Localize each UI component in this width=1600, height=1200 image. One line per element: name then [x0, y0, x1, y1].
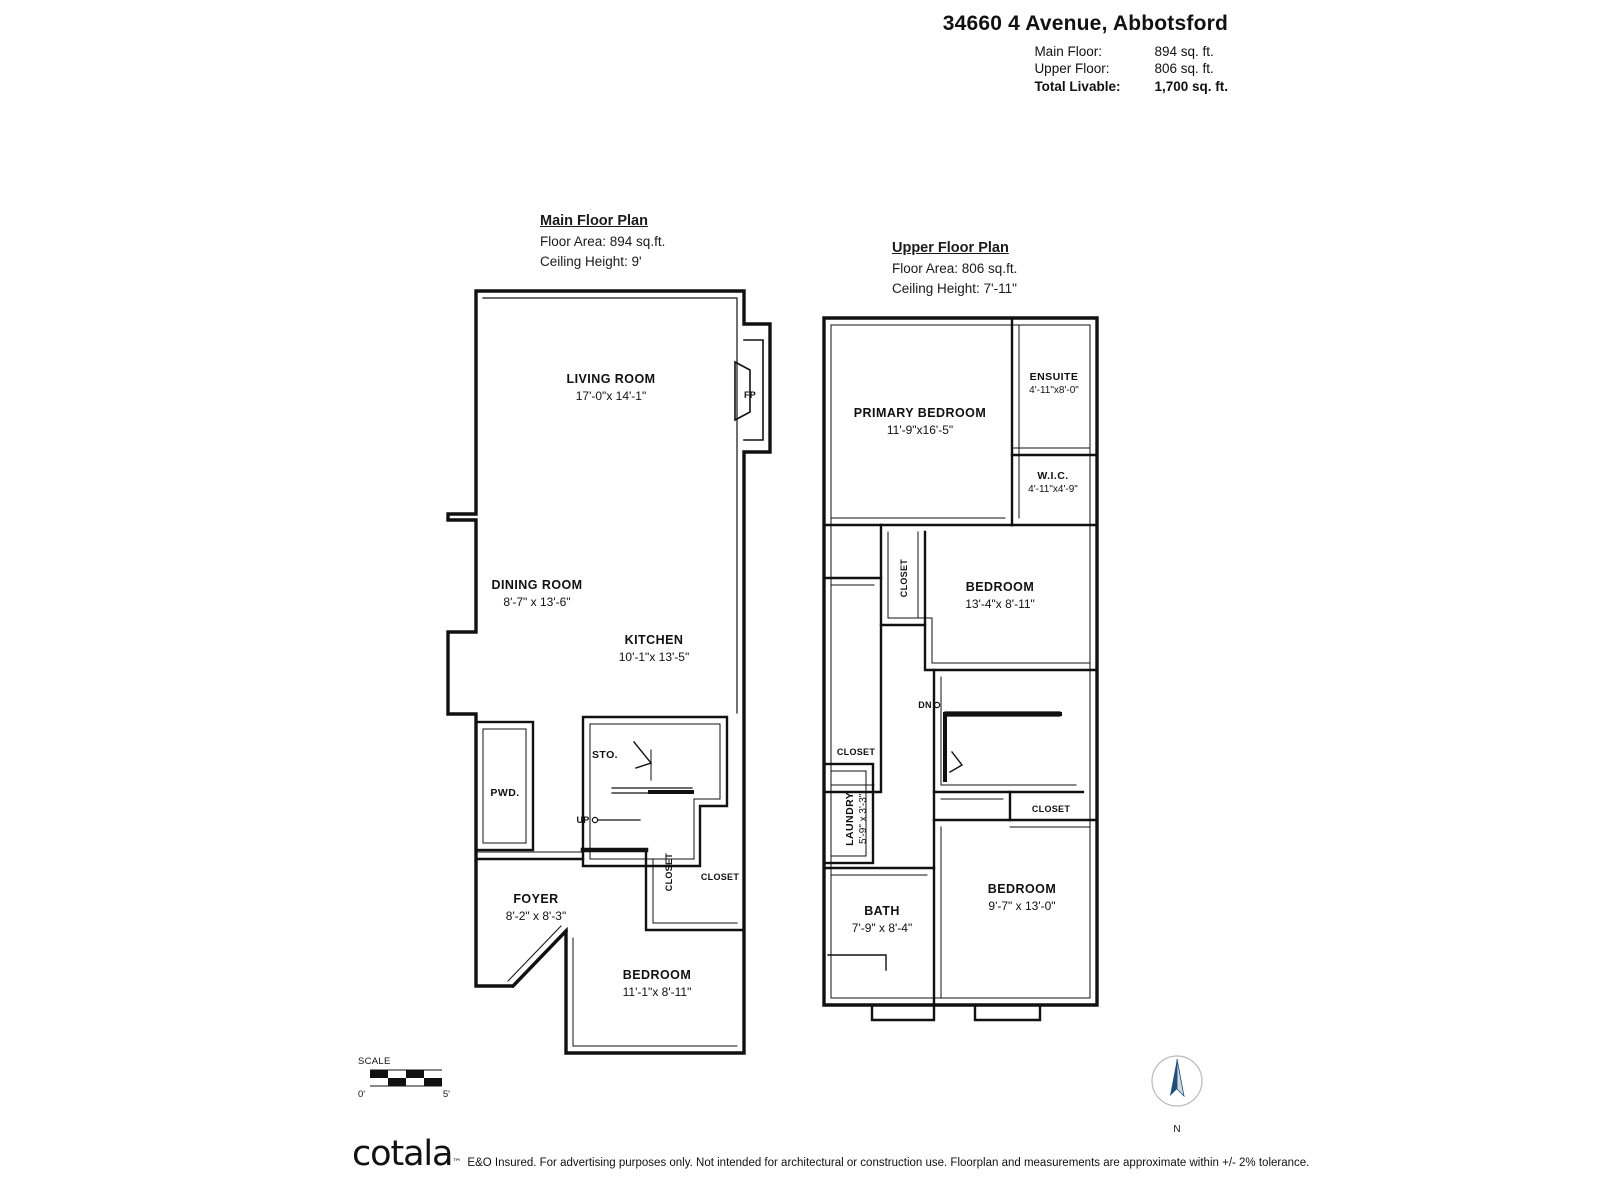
room-name: STO.	[591, 749, 619, 761]
main-bedroom-angled-wall-inner	[508, 926, 561, 981]
room-dining-room	[437, 577, 637, 610]
room-closet-upper-right	[1023, 803, 1079, 815]
area-label-main: Main Floor:	[1034, 44, 1102, 59]
room-name: LAUNDRY	[844, 791, 857, 846]
room-name: UP	[576, 815, 590, 825]
room-dim: 4'-11"x8'-0"	[1029, 385, 1079, 397]
label-up	[570, 814, 596, 826]
room-name: FOYER	[513, 892, 559, 906]
main-plan-title: Main Floor Plan	[540, 213, 648, 229]
upper-stair-wall	[934, 670, 1083, 792]
room-dim: 13'-4"x 8'-11"	[965, 596, 1035, 611]
area-label-total: Total Livable:	[1034, 79, 1121, 94]
room-dim: 10'-1"x 13'-5"	[618, 649, 690, 664]
brand-name: cotala	[352, 1134, 453, 1174]
upper-plan-area: Floor Area: 806 sq.ft.	[892, 261, 1018, 276]
room-name: BATH	[864, 904, 900, 918]
room-storage	[575, 748, 635, 762]
area-value-main: 894 sq. ft.	[1154, 44, 1214, 59]
area-value-total: 1,700 sq. ft.	[1154, 79, 1228, 94]
room-foyer	[436, 891, 636, 924]
room-dim: 11'-9"x16'-5"	[886, 422, 954, 437]
room-kitchen	[554, 632, 754, 665]
compass-north-label: N	[1173, 1124, 1181, 1135]
room-closet-upper-left	[828, 746, 884, 758]
room-closet-upper-primary	[898, 548, 910, 608]
room-name: DINING ROOM	[491, 578, 583, 592]
label-fireplace	[735, 389, 765, 401]
room-bedroom-3	[922, 881, 1122, 914]
scale-bar	[358, 1056, 450, 1101]
label-dn	[912, 699, 938, 711]
room-name: CLOSET	[663, 852, 674, 892]
brand-trademark: ™	[452, 1158, 462, 1168]
room-name: FP	[743, 390, 757, 400]
disclaimer-text: E&O Insured. For advertising purposes only. Not intended for architectural or construction use. Floorplan and measurements are approximate within +/- 2% tolerance.	[467, 1157, 1310, 1169]
room-name: CLOSET	[898, 558, 909, 598]
room-dim: 8'-2" x 8'-3"	[505, 908, 567, 923]
upper-stair-wall-inner	[941, 677, 1076, 785]
room-name: LIVING ROOM	[566, 372, 656, 386]
bottom-notch-left	[872, 1005, 934, 1020]
room-name: W.I.C.	[1037, 470, 1069, 482]
room-dim: 17'-0"x 14'-1"	[575, 388, 647, 403]
room-dim: 11'-1"x 8'-11"	[622, 984, 692, 999]
room-dim: 8'-7" x 13'-6"	[503, 594, 571, 609]
bath-tub	[828, 955, 886, 970]
room-name: CLOSET	[700, 872, 740, 882]
main-plan-area: Floor Area: 894 sq.ft.	[540, 234, 666, 249]
room-name: BEDROOM	[987, 882, 1057, 896]
room-name: CLOSET	[1031, 804, 1071, 814]
wall-notch-left	[448, 520, 476, 632]
room-name: PWD.	[490, 787, 520, 799]
scale-start: 0'	[358, 1089, 366, 1100]
room-dim: 5'-9" x 3'-3"	[858, 793, 870, 845]
room-name: ENSUITE	[1029, 371, 1079, 383]
upper-plan-ceiling: Ceiling Height: 7'-11"	[892, 280, 1017, 296]
upper-stair-arrow	[950, 752, 962, 772]
room-name: CLOSET	[836, 747, 876, 757]
brand-logo	[352, 1134, 462, 1174]
room-bedroom-2	[900, 579, 1100, 612]
page-title: 34660 4 Avenue, Abbotsford	[942, 12, 1228, 35]
area-value-upper: 806 sq. ft.	[1154, 61, 1214, 76]
room-bedroom-main	[557, 967, 757, 1000]
room-name: BEDROOM	[965, 580, 1035, 594]
room-bath	[832, 903, 932, 936]
room-closet-main-vertical	[663, 842, 675, 902]
room-dim: 9'-7" x 13'-0"	[988, 898, 1056, 913]
room-closet-main	[692, 871, 748, 883]
room-name: KITCHEN	[624, 633, 684, 647]
closet-wall-main	[646, 853, 744, 930]
room-powder	[455, 786, 555, 800]
room-name: BEDROOM	[622, 968, 692, 982]
room-wic	[1003, 469, 1103, 497]
bedroom3-top-wall	[934, 792, 1010, 820]
stair-direction-arrow	[634, 742, 651, 768]
main-outer-wall	[448, 291, 770, 1053]
scale-label: SCALE	[358, 1056, 391, 1067]
compass	[1142, 1055, 1212, 1133]
room-name: DN	[918, 700, 932, 710]
room-name: PRIMARY BEDROOM	[853, 406, 987, 420]
scale-end: 5'	[442, 1089, 450, 1100]
upper-plan-title: Upper Floor Plan	[892, 240, 1009, 256]
main-plan-ceiling: Ceiling Height: 9'	[540, 253, 642, 269]
room-dim: 7'-9" x 8'-4"	[851, 920, 913, 935]
area-label-upper: Upper Floor:	[1034, 61, 1110, 76]
room-laundry	[843, 759, 871, 879]
bottom-notch-right	[975, 1005, 1040, 1020]
room-ensuite	[1004, 370, 1104, 398]
room-living-room	[511, 371, 711, 404]
room-dim: 4'-11"x4'-9"	[1028, 484, 1078, 496]
room-primary-bedroom	[820, 405, 1020, 438]
